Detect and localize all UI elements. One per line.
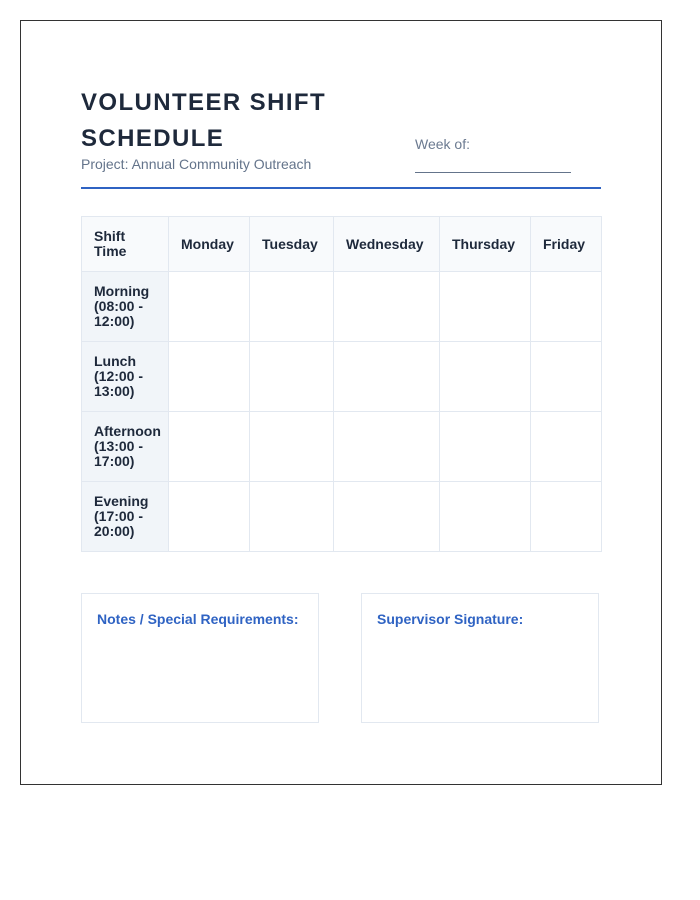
page-header [81,85,601,189]
shift-time-evening: Evening (17:00 - 20:00) [82,482,169,552]
slot-cell[interactable] [169,412,250,482]
slot-cell[interactable] [250,342,334,412]
notes-label: Notes / Special Requirements: [97,611,299,627]
slot-cell[interactable] [169,482,250,552]
slot-cell[interactable] [440,272,531,342]
column-header-thursday: Thursday [440,217,531,272]
slot-cell[interactable] [440,482,531,552]
table-header-row [82,217,602,272]
table-row-lunch [82,342,602,412]
slot-cell[interactable] [531,412,602,482]
column-header-friday: Friday [531,217,602,272]
shift-time-afternoon: Afternoon (13:00 - 17:00) [82,412,169,482]
week-of-label: Week of: [415,136,470,152]
slot-cell[interactable] [334,482,440,552]
table-row-afternoon [82,412,602,482]
slot-cell[interactable] [169,272,250,342]
notes-box[interactable] [81,593,319,723]
slot-cell[interactable] [531,272,602,342]
week-of-input-line[interactable] [415,172,571,173]
slot-cell[interactable] [440,412,531,482]
column-header-monday: Monday [169,217,250,272]
supervisor-signature-label: Supervisor Signature: [377,611,524,627]
table-row-evening [82,482,602,552]
column-header-wednesday: Wednesday [334,217,440,272]
slot-cell[interactable] [334,342,440,412]
shift-schedule-table [81,216,602,552]
slot-cell[interactable] [250,482,334,552]
column-header-shift-time: Shift Time [82,217,169,272]
shift-time-lunch: Lunch (12:00 - 13:00) [82,342,169,412]
slot-cell[interactable] [250,412,334,482]
slot-cell[interactable] [334,272,440,342]
slot-cell[interactable] [531,482,602,552]
slot-cell[interactable] [531,342,602,412]
table-row-morning [82,272,602,342]
slot-cell[interactable] [250,272,334,342]
page-title: VOLUNTEER SHIFT SCHEDULE [81,89,327,152]
slot-cell[interactable] [169,342,250,412]
slot-cell[interactable] [440,342,531,412]
week-of-field[interactable] [415,136,571,173]
column-header-tuesday: Tuesday [250,217,334,272]
project-subtitle: Project: Annual Community Outreach [81,156,312,172]
supervisor-signature-box[interactable] [361,593,599,723]
shift-time-morning: Morning (08:00 - 12:00) [82,272,169,342]
schedule-page [20,20,662,785]
slot-cell[interactable] [334,412,440,482]
